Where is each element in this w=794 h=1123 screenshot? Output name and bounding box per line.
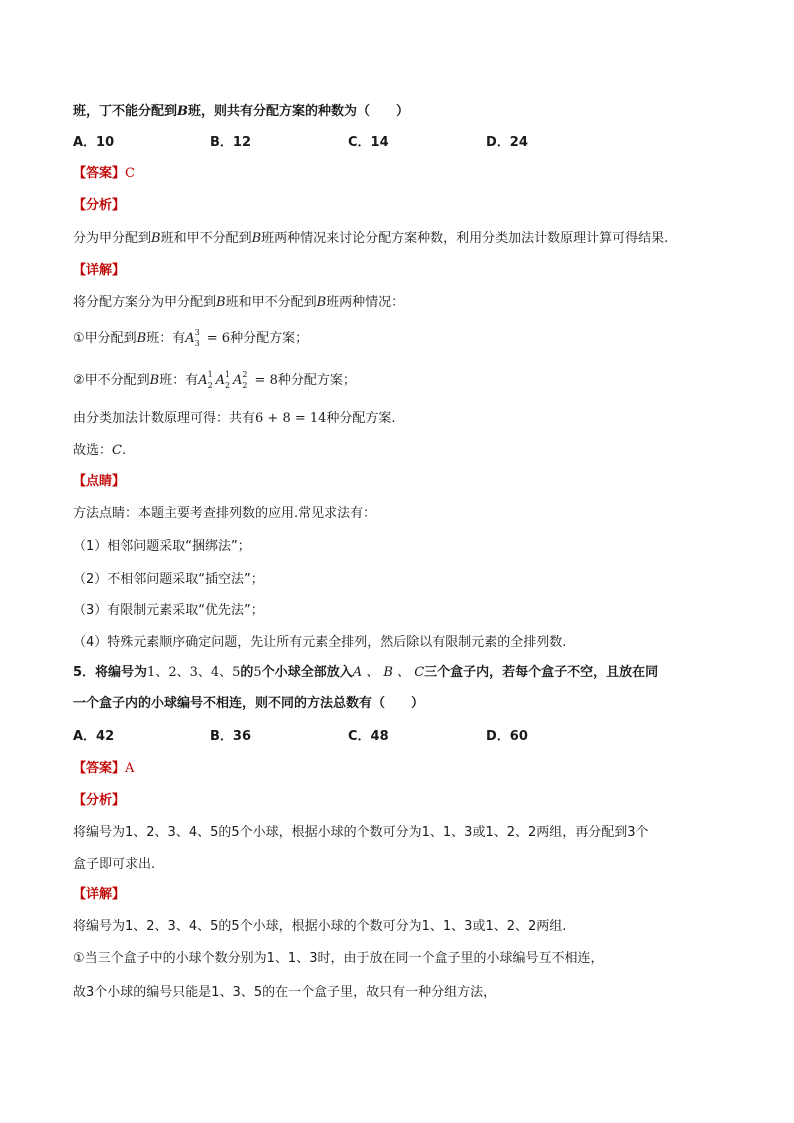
permutation-a21-2: 1 2	[225, 370, 231, 390]
q5-stem-line-1: 5．将编号为1、2、3、4、5的5个小球全部放入A 、 B 、 C三个盒子内，若每个盒子不空，且放在同	[73, 665, 659, 680]
q5-analysis-line-1: 将编号为1、2、3、4、5的5个小球，根据小球的个数可分为1、1、3或1、2、2两组，再分配到3个	[73, 825, 649, 840]
permutation-a21-1: 1 2	[207, 370, 213, 390]
q5-option-d: D．60	[486, 729, 528, 744]
q5-answer: 【答案】A	[73, 761, 135, 776]
permutation-a33: 3 3	[194, 328, 200, 348]
q4-detail-heading: 【详解】	[73, 263, 126, 278]
q4-comment-line: 方法点睛：本题主要考查排列数的应用.常见求法有：	[73, 506, 377, 521]
q4-case-1: ①甲分配到B班：有A 3 3 = 6种分配方案；	[73, 328, 309, 348]
permutation-a22: 2 2	[242, 370, 248, 390]
q4-comment-line: （3）有限制元素采取“优先法”；	[73, 603, 264, 618]
q5-analysis-heading: 【分析】	[73, 793, 126, 808]
q5-analysis-line-2: 盒子即可求出.	[73, 857, 156, 872]
q5-detail-line-2: ①当三个盒子中的小球个数分别为1、1、3时，由于放在同一个盒子里的小球编号互不相连，	[73, 951, 604, 966]
q4-detail-intro: 将分配方案分为甲分配到B班和甲不分配到B班两种情况：	[73, 295, 405, 310]
q4-comment-line: （2）不相邻问题采取“插空法”；	[73, 572, 264, 587]
q4-stem: 班，丁不能分配到B班，则共有分配方案的种数为（ ）	[73, 104, 410, 119]
q4-analysis-text: 分为甲分配到B班和甲不分配到B班两种情况来讨论分配方案种数，利用分类加法计数原理计算可得结果.	[73, 231, 669, 246]
q4-comment-line: （4）特殊元素顺序确定问题，先让所有元素全排列，然后除以有限制元素的全排列数.	[73, 635, 567, 650]
q4-sum: 由分类加法计数原理可得：共有6 + 8 = 14种分配方案.	[73, 411, 396, 426]
q4-answer: 【答案】C	[73, 166, 135, 181]
q5-option-a: A．42	[73, 729, 115, 744]
q5-detail-line-3: 故3个小球的编号只能是1、3、5的在一个盒子里，故只有一种分组方法，	[73, 985, 497, 1000]
q4-case-2: ②甲不分配到B班：有A 1 2 A 1 2 A 2 2 = 8种分配方案；	[73, 370, 356, 390]
q5-stem-line-2: 一个盒子内的小球编号不相连，则不同的方法总数有（ ）	[73, 696, 425, 711]
q4-analysis-heading: 【分析】	[73, 198, 126, 213]
q4-option-a: A．10	[73, 135, 115, 150]
q5-detail-heading: 【详解】	[73, 887, 126, 902]
q4-option-b: B．12	[210, 135, 251, 150]
q4-choose: 故选：C.	[73, 443, 127, 458]
q4-comment-heading: 【点睛】	[73, 474, 126, 489]
q4-comment-line: （1）相邻问题采取“捆绑法”；	[73, 539, 251, 554]
q4-option-d: D．24	[486, 135, 528, 150]
q5-detail-line-1: 将编号为1、2、3、4、5的5个小球，根据小球的个数可分为1、1、3或1、2、2两组.	[73, 919, 567, 934]
q5-option-b: B．36	[210, 729, 251, 744]
q4-option-c: C．14	[348, 135, 389, 150]
q5-option-c: C．48	[348, 729, 389, 744]
